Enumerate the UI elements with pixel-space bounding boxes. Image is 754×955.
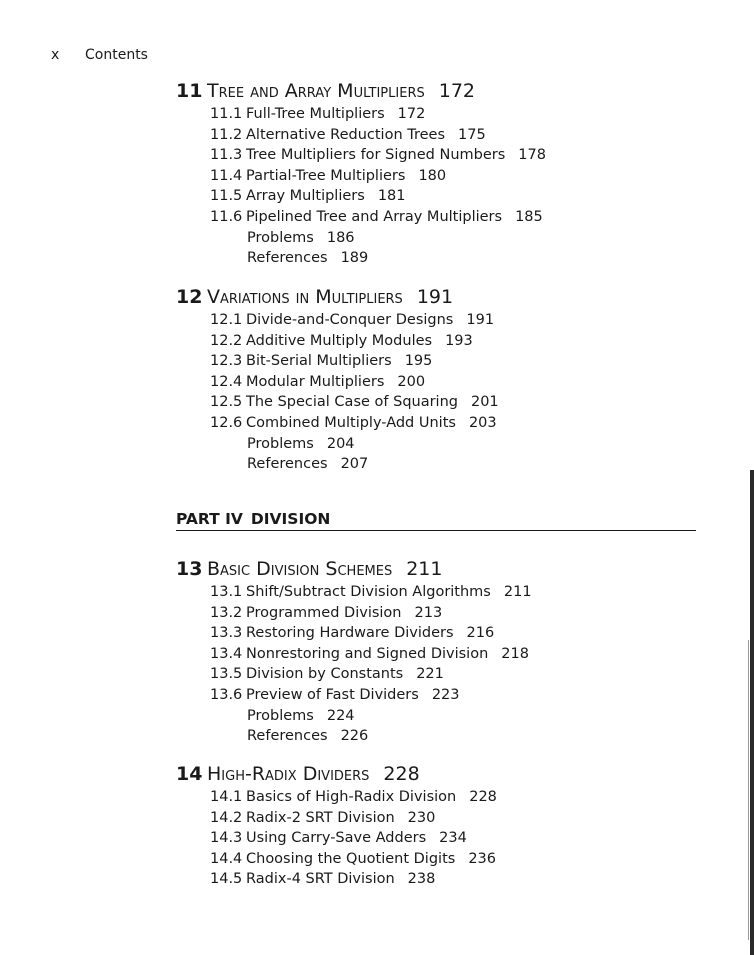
section-title: Alternative Reduction Trees xyxy=(246,126,446,143)
chapter-title-line xyxy=(176,762,497,786)
part-title: DIVISION xyxy=(250,510,331,528)
section-page: 216 xyxy=(466,625,495,642)
section-page: 181 xyxy=(377,188,406,205)
section-page: 178 xyxy=(518,147,546,164)
section-number: 11.6 xyxy=(210,208,243,225)
toc-entry xyxy=(210,248,546,269)
toc-entry xyxy=(210,104,546,125)
section-title: Restoring Hardware Dividers xyxy=(246,625,454,642)
section-page: 236 xyxy=(468,850,496,867)
toc-entry xyxy=(210,392,499,413)
toc-entry xyxy=(210,207,546,228)
chapter-title: Tree and Array Multipliers xyxy=(207,80,425,102)
section-number: 11.3 xyxy=(210,147,243,164)
section-title: Problems xyxy=(247,229,314,246)
toc-entry xyxy=(210,228,546,249)
section-number: 12.5 xyxy=(210,394,243,411)
section-number: 13.2 xyxy=(210,604,243,621)
section-number: 11.4 xyxy=(210,167,243,184)
section-title: Shift/Subtract Division Algorithms xyxy=(246,584,491,600)
section-page: 186 xyxy=(326,229,355,246)
page-edge-shadow xyxy=(750,470,754,955)
section-title: Division by Constants xyxy=(246,666,404,683)
section-page: 224 xyxy=(326,707,355,724)
section-page: 211 xyxy=(503,584,532,600)
chapter-number: 14 xyxy=(176,763,203,785)
chapter-14 xyxy=(176,762,497,890)
toc-entry xyxy=(210,166,546,187)
running-header xyxy=(51,47,148,63)
chapter-number: 11 xyxy=(176,80,203,102)
section-title: Problems xyxy=(247,435,314,452)
section-page: 223 xyxy=(431,686,460,703)
chapter-title: High-Radix Dividers xyxy=(207,763,370,785)
header-label: Contents xyxy=(85,47,148,63)
chapter-13 xyxy=(176,557,532,747)
toc-entry xyxy=(210,706,532,727)
section-title: Nonrestoring and Signed Division xyxy=(246,645,489,662)
toc-entry xyxy=(210,685,532,706)
toc-entry xyxy=(210,413,499,434)
section-title: Partial-Tree Multipliers xyxy=(246,167,406,184)
section-number: 14.3 xyxy=(210,830,243,847)
toc-entry xyxy=(210,582,532,603)
section-page: 234 xyxy=(439,830,467,847)
chapter-title: Variations in Multipliers xyxy=(207,286,403,308)
section-list xyxy=(210,310,499,475)
section-page: 226 xyxy=(340,728,369,745)
section-page: 207 xyxy=(340,456,369,473)
toc-entry xyxy=(210,331,499,352)
toc-entry xyxy=(210,828,497,849)
section-title: Programmed Division xyxy=(246,604,402,621)
page-number: x xyxy=(51,47,60,63)
toc-entry xyxy=(210,787,497,808)
section-number: 13.1 xyxy=(210,584,243,600)
section-page: 172 xyxy=(397,106,426,122)
section-page: 195 xyxy=(404,353,433,370)
page-edge-line xyxy=(748,640,749,940)
toc-entry xyxy=(210,623,532,644)
toc-entry xyxy=(210,664,532,685)
toc-entry xyxy=(210,351,499,372)
section-title: Divide-and-Conquer Designs xyxy=(246,312,454,328)
section-title: Using Carry-Save Adders xyxy=(246,830,427,847)
section-number: 11.1 xyxy=(210,106,243,122)
section-page: 193 xyxy=(445,332,473,349)
section-number: 13.5 xyxy=(210,666,243,683)
section-title: Choosing the Quotient Digits xyxy=(246,850,456,867)
section-number: 11.2 xyxy=(210,126,243,143)
section-page: 204 xyxy=(326,435,355,452)
section-title: Array Multipliers xyxy=(246,188,365,205)
toc-entry xyxy=(210,726,532,747)
toc-entry xyxy=(210,372,499,393)
section-page: 228 xyxy=(469,789,497,805)
part-label: PART IV xyxy=(176,510,243,528)
section-title: Bit-Serial Multipliers xyxy=(246,353,392,370)
section-title: Preview of Fast Dividers xyxy=(246,686,419,703)
chapter-title-line xyxy=(176,557,532,581)
section-number: 14.2 xyxy=(210,809,243,826)
section-title: Basics of High-Radix Division xyxy=(246,789,457,805)
toc-entry xyxy=(210,603,532,624)
section-title: Additive Multiply Modules xyxy=(246,332,433,349)
section-title: The Special Case of Squaring xyxy=(246,394,458,411)
chapter-number: 13 xyxy=(176,558,203,580)
section-page: 203 xyxy=(468,414,497,431)
toc-entry xyxy=(210,434,499,455)
toc-entry xyxy=(210,145,546,166)
section-page: 185 xyxy=(515,208,543,225)
section-number: 13.3 xyxy=(210,625,243,642)
section-number: 12.6 xyxy=(210,414,243,431)
section-title: Radix-2 SRT Division xyxy=(246,809,395,826)
section-page: 221 xyxy=(416,666,444,683)
section-title: Tree Multipliers for Signed Numbers xyxy=(246,147,506,164)
toc-entry xyxy=(210,186,546,207)
section-title: Full-Tree Multipliers xyxy=(246,106,385,122)
section-number: 12.3 xyxy=(210,353,243,370)
toc-entry xyxy=(210,869,497,890)
section-title: References xyxy=(247,456,328,473)
chapter-page: 228 xyxy=(383,763,420,785)
section-number: 12.4 xyxy=(210,373,243,390)
section-list xyxy=(210,582,532,747)
section-title: Problems xyxy=(247,707,314,724)
toc-entry xyxy=(210,310,499,331)
section-page: 238 xyxy=(407,871,436,888)
toc-entry xyxy=(210,808,497,829)
section-page: 191 xyxy=(466,312,495,328)
section-page: 180 xyxy=(418,167,447,184)
section-title: Pipelined Tree and Array Multipliers xyxy=(246,208,503,225)
section-list xyxy=(210,787,497,890)
section-page: 213 xyxy=(414,604,443,621)
toc-entry xyxy=(210,644,532,665)
chapter-title-line xyxy=(176,79,546,103)
section-title: Combined Multiply-Add Units xyxy=(246,414,456,431)
section-number: 12.2 xyxy=(210,332,243,349)
section-page: 189 xyxy=(340,250,369,267)
section-number: 14.5 xyxy=(210,871,243,888)
chapter-title-line xyxy=(176,285,499,309)
section-page: 201 xyxy=(470,394,499,411)
section-title: Modular Multipliers xyxy=(246,373,385,390)
toc-entry xyxy=(210,849,497,870)
section-number: 14.4 xyxy=(210,850,243,867)
chapter-page: 211 xyxy=(406,558,443,580)
chapter-12 xyxy=(176,285,499,475)
section-page: 175 xyxy=(458,126,486,143)
part-heading xyxy=(176,510,696,531)
chapter-page: 172 xyxy=(438,80,475,102)
chapter-number: 12 xyxy=(176,286,203,308)
chapter-11 xyxy=(176,79,546,269)
section-page: 200 xyxy=(397,373,426,390)
section-list xyxy=(210,104,546,269)
section-page: 218 xyxy=(501,645,529,662)
section-number: 13.6 xyxy=(210,686,243,703)
section-number: 13.4 xyxy=(210,645,243,662)
section-title: Radix-4 SRT Division xyxy=(246,871,395,888)
section-title: References xyxy=(247,728,328,745)
section-number: 14.1 xyxy=(210,789,243,805)
toc-entry xyxy=(210,125,546,146)
section-title: References xyxy=(247,250,328,267)
section-number: 11.5 xyxy=(210,188,243,205)
section-page: 230 xyxy=(407,809,436,826)
section-number: 12.1 xyxy=(210,312,243,328)
toc-entry xyxy=(210,454,499,475)
chapter-page: 191 xyxy=(416,286,454,308)
chapter-title: Basic Division Schemes xyxy=(207,558,393,580)
